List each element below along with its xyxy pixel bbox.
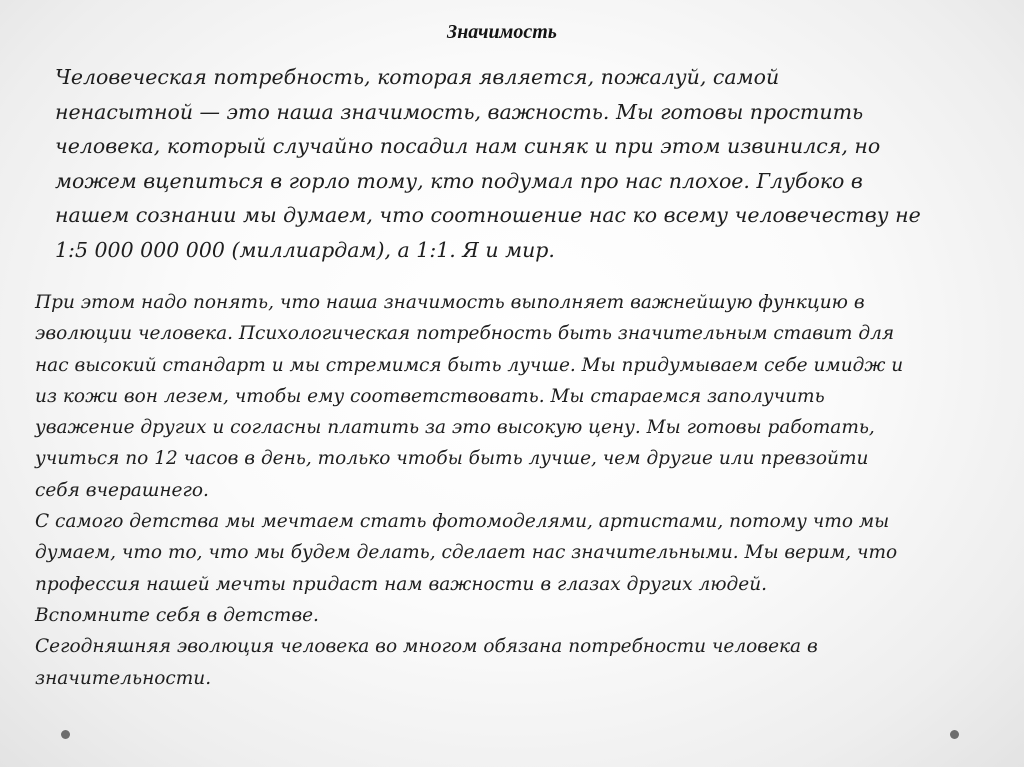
intro-paragraph-line: Человеческая потребность, которая является, пожалуй, самой bbox=[55, 65, 780, 89]
body-paragraph-line: думаем, что то, что мы будем делать, сделает нас значительными. Мы верим, что bbox=[35, 542, 898, 564]
intro-paragraph-line: 1:5 000 000 000 (миллиардам), а 1:1. Я и мир. bbox=[55, 237, 555, 262]
body-paragraph-line: Сегодняшняя эволюция человека во многом обязана потребности человека в bbox=[35, 636, 818, 658]
intro-paragraph-line: ненасытной — это наша значимость, важность. Мы готовы простить bbox=[55, 99, 864, 124]
body-paragraph-line: учиться по 12 часов в день, только чтобы быть лучше, чем другие или превзойти bbox=[35, 448, 869, 470]
bullet-dot-icon bbox=[61, 730, 70, 739]
body-paragraph-line: эволюции человека. Психологическая потребность быть значительным ставит для bbox=[35, 323, 895, 345]
body-paragraph-line: себя вчерашнего. bbox=[35, 479, 209, 501]
bullet-dot-icon bbox=[950, 730, 959, 739]
intro-paragraph bbox=[55, 60, 995, 268]
body-paragraph-line: нас высокий стандарт и мы стремимся быть лучше. Мы придумываем себе имидж и bbox=[35, 354, 904, 376]
body-paragraph-line: Вспомните себя в детстве. bbox=[35, 604, 319, 626]
intro-paragraph-line: можем вцепиться в горло тому, кто подумал про нас плохое. Глубоко в bbox=[55, 168, 863, 193]
body-paragraph-line: значительности. bbox=[35, 667, 212, 689]
body-paragraph-line: С самого детства мы мечтаем стать фотомоделями, артистами, потому что мы bbox=[35, 511, 890, 533]
body-paragraph-line: уважение других и согласны платить за это высокую цену. Мы готовы работать, bbox=[35, 417, 875, 439]
body-paragraph-line: профессия нашей мечты придаст нам важности в глазах других людей. bbox=[35, 573, 768, 595]
body-paragraph-line: из кожи вон лезем, чтобы ему соответствовать. Мы стараемся заполучить bbox=[35, 385, 825, 407]
body-paragraph bbox=[35, 287, 1005, 694]
intro-paragraph-line: человека, который случайно посадил нам синяк и при этом извинился, но bbox=[55, 134, 881, 159]
intro-paragraph-line: нашем сознании мы думаем, что соотношение нас ко всему человечеству не bbox=[55, 203, 921, 228]
slide-title-text: Значимость bbox=[447, 21, 557, 43]
slide-title bbox=[0, 18, 1024, 46]
body-paragraph-line: При этом надо понять, что наша значимость выполняет важнейшую функцию в bbox=[35, 292, 865, 313]
